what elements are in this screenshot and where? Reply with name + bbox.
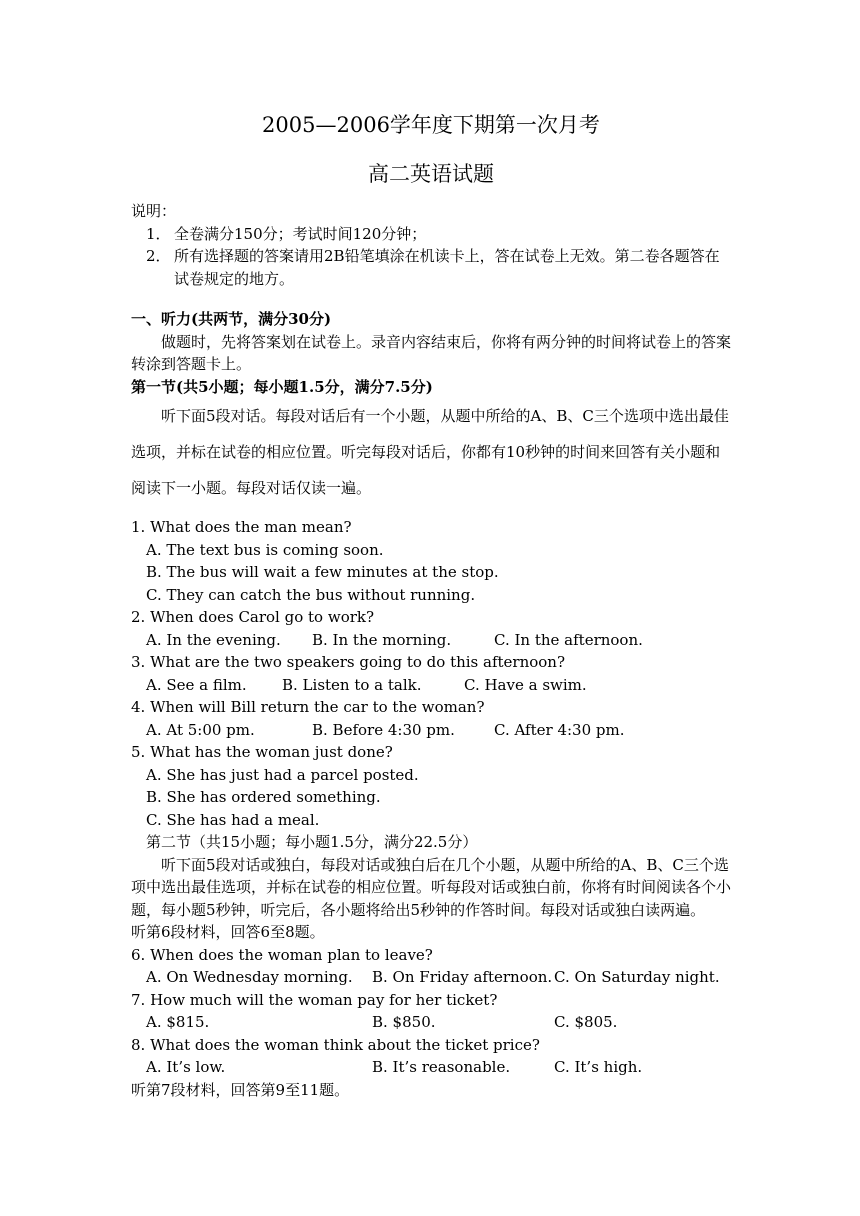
option-b: B. Before 4:30 pm. [312,720,455,739]
options-row [131,674,731,697]
notes-label: 说明： [131,202,177,220]
option-c: C. After 4:30 pm. [494,720,625,739]
options-row [131,719,731,742]
question-block [131,606,731,651]
option-a: A. On Wednesday morning. [146,968,353,986]
option-c: C. They can catch the bus without running. [146,585,476,604]
note-text: 全卷满分150分；考试时间120分钟； [174,224,427,243]
option-a: A. She has just had a parcel posted. [146,765,419,784]
options-row [131,629,731,652]
section2-instruction: 听下面5段对话或独白，每段对话或独白后在几个小题，从题中所给的A、B、C三个选项中选出最佳选项，并标在试卷的相应位置。听每段对话或独白前，你将有时间阅读各个小题，每小题5秒钟，听完后，各小题将给出5秒钟的作答时间。每段对话或独白读两遍。 [131,855,732,919]
note-item [131,223,731,246]
question-text: 1. What does the man mean? [131,518,352,536]
option-c: C. On Saturday night. [554,968,720,986]
option-c: C. She has had a meal. [146,810,320,829]
option-b: B. $850. [372,1013,436,1031]
question-block [131,516,731,606]
option-a: A. The text bus is coming soon. [146,540,384,559]
option-b: B. The bus will wait a few minutes at the stop. [146,563,499,581]
option-a: A. In the evening. [146,630,281,649]
material-7-instruction: 听第7段材料，回答第9至11题。 [131,1080,350,1099]
question-block [131,651,731,696]
section1-heading: 第一节(共5小题；每小题1.5分，满分7.5分) [131,377,433,396]
exam-title: 2005—2006学年度下期第一次月考 [262,113,600,137]
question-block [131,1034,731,1079]
question-text: 7. How much will the woman pay for her ticket? [131,990,498,1009]
note-number: 1． [146,224,171,243]
note-text: 所有选择题的答案请用2B铅笔填涂在机读卡上，答在试卷上无效。第二卷各题答在试卷规定的地方。 [174,247,720,288]
part1-heading: 一、听力(共两节，满分30分) [131,310,332,328]
question-text: 3. What are the two speakers going to do this afternoon? [131,653,566,671]
question-text: 5. What has the woman just done? [131,743,393,761]
question-text: 8. What does the woman think about the ticket price? [131,1035,540,1054]
exam-subtitle: 高二英语试题 [368,162,494,186]
option-a: A. At 5:00 pm. [146,720,255,739]
part1-instruction: 做题时，先将答案划在试卷上。录音内容结束后，你将有两分钟的时间将试卷上的答案转涂到答题卡上。 [131,332,732,373]
question-block [131,741,731,831]
question-text: 4. When will Bill return the car to the woman? [131,698,485,716]
option-a: A. It’s low. [146,1058,226,1076]
material-6-instruction: 听第6段材料，回答6至8题。 [131,923,325,941]
option-b: B. Listen to a talk. [282,675,422,694]
option-b: B. It’s reasonable. [372,1058,511,1076]
question-text: 6. When does the woman plan to leave? [131,945,433,964]
options-row [131,966,731,989]
option-c: C. $805. [554,1013,618,1031]
note-item [131,245,731,290]
exam-page [131,110,731,1101]
option-c: C. In the afternoon. [494,630,643,649]
note-number: 2． [146,247,171,265]
option-a: A. See a film. [146,675,247,694]
option-b: B. She has ordered something. [146,788,381,806]
option-c: C. Have a swim. [464,675,587,694]
option-b: B. On Friday afternoon. [372,968,553,986]
option-a: A. $815. [146,1013,210,1031]
options-row [131,1056,731,1079]
question-block [131,696,731,741]
option-b: B. In the morning. [312,630,452,649]
option-c: C. It’s high. [554,1058,643,1076]
options-row [131,1011,731,1034]
question-block [131,989,731,1034]
section1-instruction: 听下面5段对话。每段对话后有一个小题，从题中所给的A、B、C三个选项中选出最佳选项，并标在试卷的相应位置。听完每段对话后，你都有10秒钟的时间来回答有关小题和阅读下一小题。每段对话仅读一遍。 [131,407,729,497]
question-block [131,944,731,989]
section2-heading: 第二节（共15小题；每小题1.5分，满分22.5分） [146,833,478,851]
question-text: 2. When does Carol go to work? [131,608,375,626]
